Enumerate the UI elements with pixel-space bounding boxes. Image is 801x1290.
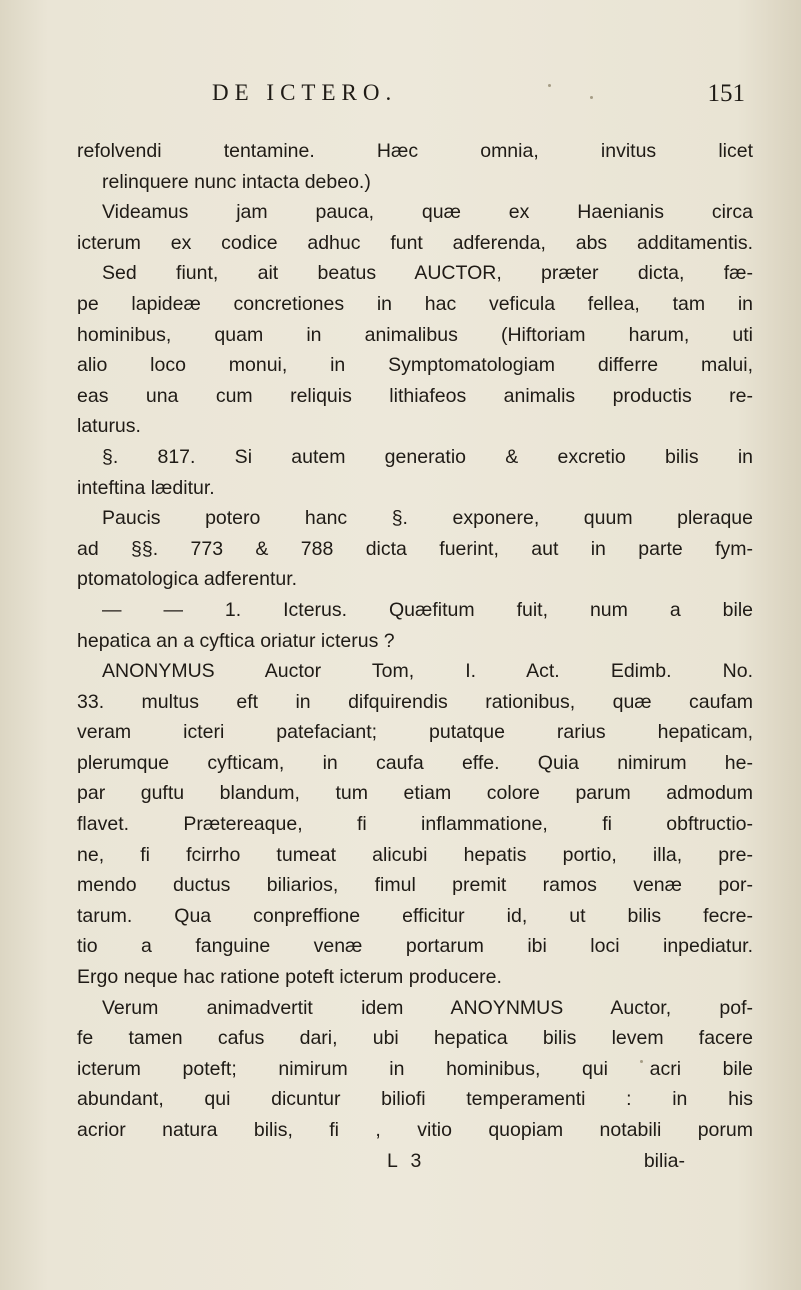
- text-line: ANONYMUS Auctor Tom, I. Act. Edimb. No.: [102, 660, 753, 683]
- text-line: plerumque cyfticam, in caufa effe. Quia nimirum he-: [77, 751, 753, 774]
- text-line: Verum animadvertit idem ANOYNMUS Auctor, pof-: [102, 996, 753, 1019]
- page-number: 151: [707, 80, 745, 107]
- text-line: Ergo neque hac ratione poteft icterum producere.: [77, 966, 502, 989]
- text-line: acrior natura bilis, fi , vitio quopiam notabili porum: [77, 1119, 753, 1141]
- text-line: — — 1. Icterus. Quæfitum fuit, num a bile: [102, 598, 753, 621]
- text-line: icterum ex codice adhuc funt adferenda, abs additamentis.: [77, 231, 753, 254]
- text-line: refolvendi tentamine. Hæc omnia, invitus licet: [77, 140, 753, 162]
- text-line: ne, fi fcirrho tumeat alicubi hepatis portio, illa, pre-: [77, 843, 753, 866]
- text-line: flavet. Prætereaque, fi inflammatione, fi obftructio-: [77, 813, 753, 836]
- text-line: Sed fiunt, ait beatus AUCTOR, præter dicta, fæ-: [102, 262, 753, 285]
- text-line: relinquere nunc intacta debeo.): [102, 170, 371, 193]
- catchword: bilia-: [643, 1149, 685, 1172]
- text-line: abundant, qui dicuntur biliofi temperamenti : in his: [77, 1088, 753, 1111]
- text-line: icterum poteft; nimirum in hominibus, qui acri bile: [77, 1057, 753, 1080]
- running-title: DE ICTERO.: [212, 80, 398, 105]
- text-line: par guftu blandum, tum etiam colore parum admodum: [77, 782, 753, 805]
- text-line: tarum. Qua conpreffione efficitur id, ut bilis fecre-: [77, 904, 753, 927]
- text-line: Videamus jam pauca, quæ ex Haenianis circa: [102, 201, 753, 224]
- text-line: veram icteri patefaciant; putatque rarius hepaticam,: [77, 721, 753, 744]
- text-line: alio loco monui, in Symptomatologiam differre malui,: [77, 354, 753, 377]
- page-footer: [77, 1146, 753, 1176]
- signature-mark: L 3: [387, 1149, 426, 1172]
- text-line: 33. multus eft in difquirendis rationibus, quæ caufam: [77, 690, 753, 713]
- text-line: hepatica an a cyftica oriatur icterus ?: [77, 629, 395, 652]
- text-line: mendo ductus biliarios, fimul premit ramos venæ por-: [77, 874, 753, 897]
- text-line: Paucis potero hanc §. exponere, quum pleraque: [102, 507, 753, 530]
- section-heading: inteftina læditur.: [77, 476, 215, 499]
- text-line: fe tamen cafus dari, ubi hepatica bilis levem facere: [77, 1027, 753, 1050]
- text-line: pe lapideæ concretiones in hac veficula fellea, tam in: [77, 292, 753, 315]
- text-line: ad §§. 773 & 788 dicta fuerint, aut in parte fym-: [77, 537, 753, 560]
- text-line: ptomatologica adferentur.: [77, 568, 298, 591]
- text-line: laturus.: [77, 415, 141, 438]
- text-line: eas una cum reliquis lithiafeos animalis productis re-: [77, 384, 753, 407]
- page-header: [0, 80, 801, 114]
- text-line: hominibus, quam in animalibus (Hiftoriam harum, uti: [77, 323, 753, 346]
- section-heading: §. 817. Si autem generatio & excretio bilis in: [102, 445, 753, 468]
- text-line: tio a fanguine venæ portarum ibi loci inpediatur.: [77, 935, 753, 958]
- body-text: [77, 136, 753, 1176]
